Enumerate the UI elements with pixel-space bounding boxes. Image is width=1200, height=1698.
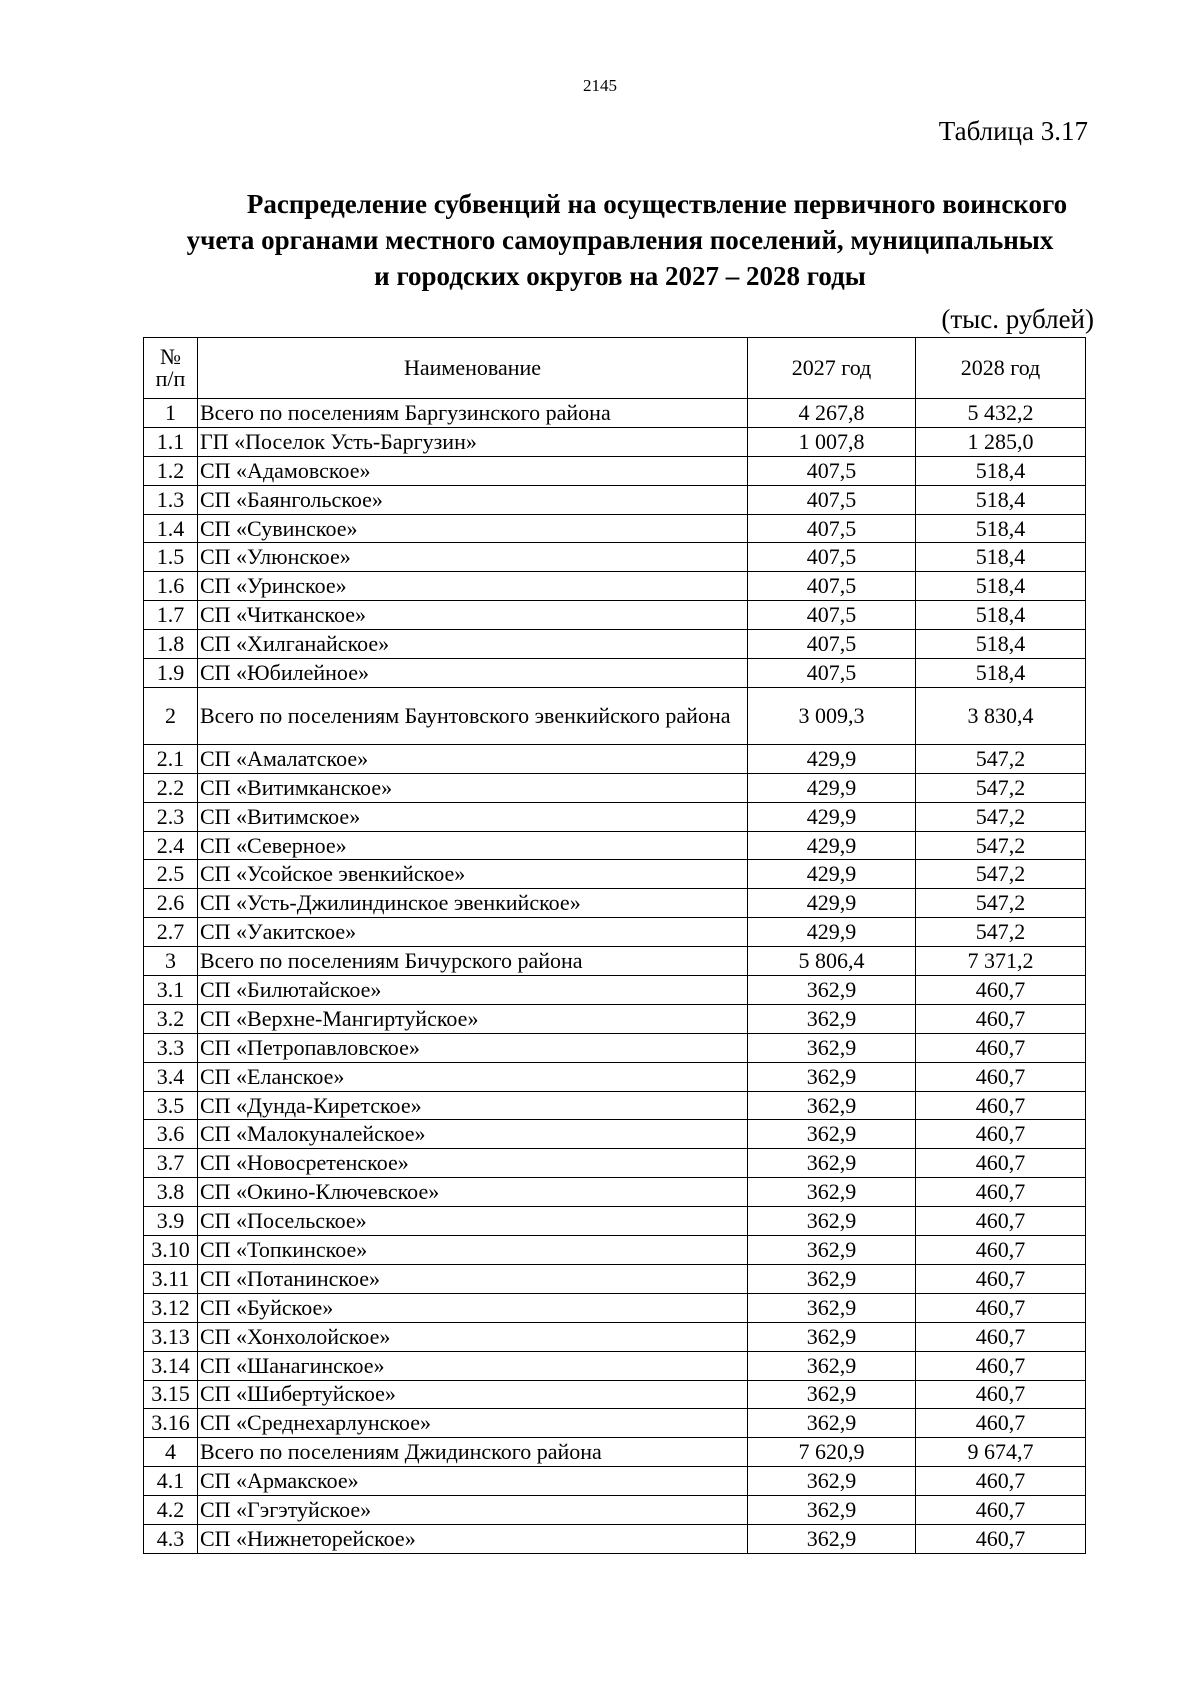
table-row — [144, 1293, 1086, 1322]
row-number-cell: 2.4 — [144, 831, 198, 860]
settlement-name-cell: СП «Дунда-Киретское» — [198, 1091, 748, 1120]
settlement-name-cell: СП «Читканское» — [198, 601, 748, 630]
table-row — [144, 1438, 1086, 1467]
table-row — [144, 1062, 1086, 1091]
settlement-name-cell: СП «Хилганайское» — [198, 630, 748, 659]
row-number-cell: 1.3 — [144, 485, 198, 514]
header-number-abbr: п/п — [155, 366, 186, 391]
value-2028-cell: 460,7 — [916, 976, 1086, 1005]
table-row — [144, 514, 1086, 543]
row-number-cell: 1 — [144, 399, 198, 428]
settlement-name-cell: СП «Амалатское» — [198, 744, 748, 773]
page-number: 2145 — [583, 76, 617, 95]
row-number-cell: 1.2 — [144, 456, 198, 485]
settlement-name-cell: СП «Баянгольское» — [198, 485, 748, 514]
table-row — [144, 427, 1086, 456]
value-2028-cell: 3 830,4 — [916, 687, 1086, 744]
table-body — [144, 399, 1086, 1554]
value-2028-cell: 518,4 — [916, 572, 1086, 601]
row-number-cell: 1.1 — [144, 427, 198, 456]
settlement-name-cell: СП «Потанинское» — [198, 1264, 748, 1293]
value-2028-cell: 547,2 — [916, 860, 1086, 889]
settlement-name-cell: СП «Малокуналейское» — [198, 1120, 748, 1149]
table-row — [144, 485, 1086, 514]
row-number-cell: 3.1 — [144, 976, 198, 1005]
settlement-name-cell: СП «Усть-Джилиндинское эвенкийское» — [198, 889, 748, 918]
value-2028-cell: 518,4 — [916, 485, 1086, 514]
value-2027-cell: 407,5 — [748, 659, 916, 688]
table-row — [144, 659, 1086, 688]
document-title — [140, 186, 1100, 294]
value-2028-cell: 460,7 — [916, 1120, 1086, 1149]
value-2027-cell: 362,9 — [748, 1322, 916, 1351]
table-row — [144, 572, 1086, 601]
row-number-cell: 2.5 — [144, 860, 198, 889]
table-row — [144, 630, 1086, 659]
table-row — [144, 744, 1086, 773]
value-2028-cell: 547,2 — [916, 802, 1086, 831]
settlement-name-cell: СП «Уакитское» — [198, 918, 748, 947]
value-2027-cell: 362,9 — [748, 1004, 916, 1033]
table-row — [144, 1149, 1086, 1178]
value-2027-cell: 407,5 — [748, 630, 916, 659]
table-row — [144, 1524, 1086, 1553]
value-2028-cell: 460,7 — [916, 1062, 1086, 1091]
value-2027-cell: 3 009,3 — [748, 687, 916, 744]
table-row — [144, 1496, 1086, 1525]
value-2027-cell: 1 007,8 — [748, 427, 916, 456]
row-number-cell: 3.8 — [144, 1178, 198, 1207]
row-number-cell: 1.7 — [144, 601, 198, 630]
header-number — [144, 338, 198, 399]
value-2028-cell: 460,7 — [916, 1322, 1086, 1351]
header-name: Наименование — [198, 338, 748, 399]
settlement-name-cell: СП «Буйское» — [198, 1293, 748, 1322]
table-row — [144, 1207, 1086, 1236]
table-row — [144, 543, 1086, 572]
value-2028-cell: 460,7 — [916, 1351, 1086, 1380]
row-number-cell: 3.12 — [144, 1293, 198, 1322]
settlement-name-cell: СП «Шанагинское» — [198, 1351, 748, 1380]
value-2027-cell: 407,5 — [748, 456, 916, 485]
table-row — [144, 1120, 1086, 1149]
header-number-sign: № — [160, 344, 181, 369]
value-2027-cell: 362,9 — [748, 976, 916, 1005]
row-number-cell: 2.3 — [144, 802, 198, 831]
row-number-cell: 1.9 — [144, 659, 198, 688]
row-number-cell: 2.2 — [144, 773, 198, 802]
value-2028-cell: 518,4 — [916, 514, 1086, 543]
value-2028-cell: 518,4 — [916, 630, 1086, 659]
table-row — [144, 976, 1086, 1005]
value-2027-cell: 362,9 — [748, 1178, 916, 1207]
table-row — [144, 1004, 1086, 1033]
row-number-cell: 4 — [144, 1438, 198, 1467]
table-row — [144, 1091, 1086, 1120]
row-number-cell: 3.3 — [144, 1033, 198, 1062]
value-2027-cell: 362,9 — [748, 1091, 916, 1120]
row-number-cell: 3.9 — [144, 1207, 198, 1236]
settlement-name-cell: СП «Гэгэтуйское» — [198, 1496, 748, 1525]
row-number-cell: 3.15 — [144, 1380, 198, 1409]
value-2027-cell: 362,9 — [748, 1236, 916, 1265]
row-number-cell: 3.14 — [144, 1351, 198, 1380]
value-2028-cell: 1 285,0 — [916, 427, 1086, 456]
settlement-name-cell: СП «Хонхолойское» — [198, 1322, 748, 1351]
value-2027-cell: 362,9 — [748, 1120, 916, 1149]
value-2027-cell: 7 620,9 — [748, 1438, 916, 1467]
title-line: Распределение субвенций на осуществление первичного воинского — [246, 189, 1068, 219]
settlement-name-cell: СП «Петропавловское» — [198, 1033, 748, 1062]
value-2028-cell: 5 432,2 — [916, 399, 1086, 428]
header-year-2028: 2028 год — [916, 338, 1086, 399]
settlement-name-cell: СП «Армакское» — [198, 1467, 748, 1496]
value-2027-cell: 429,9 — [748, 831, 916, 860]
row-number-cell: 3.10 — [144, 1236, 198, 1265]
table-row — [144, 1351, 1086, 1380]
table-header-row — [144, 338, 1086, 399]
settlement-name-cell: Всего по поселениям Баунтовского эвенкийского района — [198, 687, 748, 744]
settlement-name-cell: Всего по поселениям Баргузинского района — [198, 399, 748, 428]
value-2028-cell: 460,7 — [916, 1149, 1086, 1178]
value-2027-cell: 362,9 — [748, 1496, 916, 1525]
value-2028-cell: 460,7 — [916, 1264, 1086, 1293]
row-number-cell: 1.6 — [144, 572, 198, 601]
table-row — [144, 1409, 1086, 1438]
value-2028-cell: 460,7 — [916, 1380, 1086, 1409]
row-number-cell: 3 — [144, 947, 198, 976]
value-2028-cell: 518,4 — [916, 543, 1086, 572]
value-2028-cell: 460,7 — [916, 1524, 1086, 1553]
value-2027-cell: 362,9 — [748, 1293, 916, 1322]
row-number-cell: 4.3 — [144, 1524, 198, 1553]
row-number-cell: 3.7 — [144, 1149, 198, 1178]
table-row — [144, 456, 1086, 485]
table-row — [144, 860, 1086, 889]
table-row — [144, 1178, 1086, 1207]
settlement-name-cell: СП «Среднехарлунское» — [198, 1409, 748, 1438]
value-2028-cell: 547,2 — [916, 918, 1086, 947]
value-2027-cell: 362,9 — [748, 1033, 916, 1062]
row-number-cell: 4.1 — [144, 1467, 198, 1496]
table-row — [144, 773, 1086, 802]
value-2028-cell: 460,7 — [916, 1004, 1086, 1033]
settlement-name-cell: СП «Улюнское» — [198, 543, 748, 572]
value-2028-cell: 7 371,2 — [916, 947, 1086, 976]
settlement-name-cell: СП «Юбилейное» — [198, 659, 748, 688]
table-row — [144, 1322, 1086, 1351]
value-2028-cell: 518,4 — [916, 659, 1086, 688]
row-number-cell: 2 — [144, 687, 198, 744]
value-2027-cell: 429,9 — [748, 860, 916, 889]
value-2028-cell: 547,2 — [916, 831, 1086, 860]
table-row — [144, 687, 1086, 744]
value-2027-cell: 362,9 — [748, 1264, 916, 1293]
value-2028-cell: 460,7 — [916, 1496, 1086, 1525]
settlement-name-cell: СП «Окино-Ключевское» — [198, 1178, 748, 1207]
value-2028-cell: 460,7 — [916, 1033, 1086, 1062]
table-row — [144, 1236, 1086, 1265]
settlement-name-cell: СП «Нижнеторейское» — [198, 1524, 748, 1553]
value-2027-cell: 362,9 — [748, 1467, 916, 1496]
value-2028-cell: 460,7 — [916, 1091, 1086, 1120]
value-2028-cell: 518,4 — [916, 601, 1086, 630]
settlement-name-cell: СП «Еланское» — [198, 1062, 748, 1091]
value-2027-cell: 362,9 — [748, 1409, 916, 1438]
row-number-cell: 1.4 — [144, 514, 198, 543]
row-number-cell: 3.6 — [144, 1120, 198, 1149]
value-2027-cell: 362,9 — [748, 1062, 916, 1091]
table-row — [144, 601, 1086, 630]
value-2028-cell: 547,2 — [916, 744, 1086, 773]
row-number-cell: 1.5 — [144, 543, 198, 572]
value-2028-cell: 460,7 — [916, 1293, 1086, 1322]
value-2027-cell: 407,5 — [748, 514, 916, 543]
settlement-name-cell: СП «Билютайское» — [198, 976, 748, 1005]
row-number-cell: 2.7 — [144, 918, 198, 947]
header-year-2027: 2027 год — [748, 338, 916, 399]
value-2027-cell: 407,5 — [748, 601, 916, 630]
value-2027-cell: 407,5 — [748, 572, 916, 601]
row-number-cell: 3.16 — [144, 1409, 198, 1438]
settlement-name-cell: СП «Усойское эвенкийское» — [198, 860, 748, 889]
value-2027-cell: 407,5 — [748, 543, 916, 572]
value-2027-cell: 362,9 — [748, 1207, 916, 1236]
row-number-cell: 4.2 — [144, 1496, 198, 1525]
value-2027-cell: 429,9 — [748, 744, 916, 773]
row-number-cell: 1.8 — [144, 630, 198, 659]
row-number-cell: 3.4 — [144, 1062, 198, 1091]
settlement-name-cell: СП «Витимское» — [198, 802, 748, 831]
settlement-name-cell: СП «Адамовское» — [198, 456, 748, 485]
table-row — [144, 889, 1086, 918]
value-2028-cell: 460,7 — [916, 1236, 1086, 1265]
row-number-cell: 3.2 — [144, 1004, 198, 1033]
value-2027-cell: 362,9 — [748, 1524, 916, 1553]
settlement-name-cell: СП «Уринское» — [198, 572, 748, 601]
settlement-name-cell: СП «Посельское» — [198, 1207, 748, 1236]
table-row — [144, 399, 1086, 428]
value-2027-cell: 362,9 — [748, 1351, 916, 1380]
settlement-name-cell: ГП «Поселок Усть-Баргузин» — [198, 427, 748, 456]
settlement-name-cell: СП «Верхне-Мангиртуйское» — [198, 1004, 748, 1033]
row-number-cell: 2.6 — [144, 889, 198, 918]
value-2027-cell: 429,9 — [748, 918, 916, 947]
value-2028-cell: 460,7 — [916, 1409, 1086, 1438]
value-2027-cell: 4 267,8 — [748, 399, 916, 428]
value-2027-cell: 429,9 — [748, 889, 916, 918]
settlement-name-cell: СП «Северное» — [198, 831, 748, 860]
table-row — [144, 802, 1086, 831]
table-row — [144, 918, 1086, 947]
value-2028-cell: 460,7 — [916, 1178, 1086, 1207]
row-number-cell: 3.5 — [144, 1091, 198, 1120]
value-2027-cell: 362,9 — [748, 1380, 916, 1409]
settlement-name-cell: СП «Витимканское» — [198, 773, 748, 802]
value-2028-cell: 547,2 — [916, 889, 1086, 918]
table-row — [144, 1380, 1086, 1409]
row-number-cell: 3.11 — [144, 1264, 198, 1293]
value-2028-cell: 547,2 — [916, 773, 1086, 802]
subvention-table — [143, 337, 1086, 1554]
title-line: учета органами местного самоуправления поселений, муниципальных — [186, 225, 1054, 255]
title-line: и городских округов на 2027 – 2028 годы — [374, 261, 866, 291]
value-2028-cell: 460,7 — [916, 1467, 1086, 1496]
settlement-name-cell: СП «Топкинское» — [198, 1236, 748, 1265]
table-row — [144, 1264, 1086, 1293]
value-2028-cell: 460,7 — [916, 1207, 1086, 1236]
table-row — [144, 947, 1086, 976]
settlement-name-cell: СП «Сувинское» — [198, 514, 748, 543]
row-number-cell: 3.13 — [144, 1322, 198, 1351]
value-2028-cell: 518,4 — [916, 456, 1086, 485]
settlement-name-cell: Всего по поселениям Бичурского района — [198, 947, 748, 976]
table-row — [144, 1033, 1086, 1062]
settlement-name-cell: СП «Шибертуйское» — [198, 1380, 748, 1409]
value-2027-cell: 362,9 — [748, 1149, 916, 1178]
value-2027-cell: 5 806,4 — [748, 947, 916, 976]
table-label: Таблица 3.17 — [938, 116, 1088, 146]
value-2027-cell: 429,9 — [748, 802, 916, 831]
value-2027-cell: 407,5 — [748, 485, 916, 514]
settlement-name-cell: Всего по поселениям Джидинского района — [198, 1438, 748, 1467]
value-2028-cell: 9 674,7 — [916, 1438, 1086, 1467]
units-label: (тыс. рублей) — [941, 304, 1094, 334]
table-row — [144, 831, 1086, 860]
value-2027-cell: 429,9 — [748, 773, 916, 802]
settlement-name-cell: СП «Новосретенское» — [198, 1149, 748, 1178]
table-row — [144, 1467, 1086, 1496]
row-number-cell: 2.1 — [144, 744, 198, 773]
